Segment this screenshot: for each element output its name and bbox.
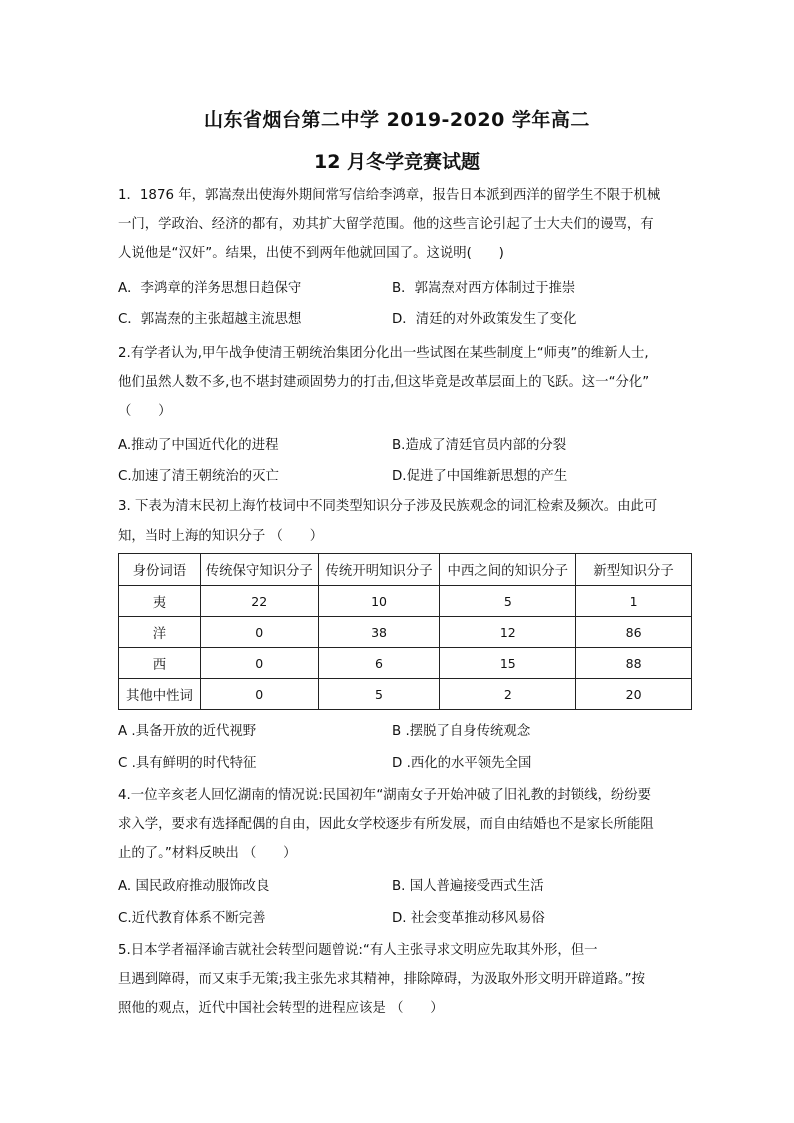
question-1-text-line: 1．1876 年，郭嵩焘出使海外期间常写信给李鸿章，报告日本派到西洋的留学生不限于机械: [118, 188, 661, 203]
table-header-cell: 新型知识分子: [576, 554, 692, 586]
table-cell: 西: [119, 648, 201, 679]
question-2-text-line: 2.有学者认为,甲午战争使清王朝统治集团分化出一些试图在某些制度上“师夷”的维新人士,: [118, 346, 649, 361]
table-cell: 10: [318, 586, 440, 617]
exam-title-line1: 山东省烟台第二中学 2019-2020 学年高二: [204, 109, 590, 131]
question-5-text-line: 5.日本学者福泽谕吉就社会转型问题曾说:“有人主张寻求文明应先取其外形，但一: [118, 943, 598, 958]
table-header-cell: 身份词语: [119, 554, 201, 586]
question-1-option-d: D．清廷的对外政策发生了变化: [392, 312, 577, 327]
table-cell: 12: [440, 617, 576, 648]
table-cell: 88: [576, 648, 692, 679]
question-4-text-line: 求入学，要求有选择配偶的自由，因此女学校逐步有所发展，而自由结婚也不是家长所能阻: [118, 817, 654, 832]
question-3-option-b: B .摆脱了自身传统观念: [392, 724, 531, 739]
table-cell: 15: [440, 648, 576, 679]
question-2-option-d: D.促进了中国维新思想的产生: [392, 469, 568, 484]
table-cell: 夷: [119, 586, 201, 617]
question-4-option-a: A. 国民政府推动服饰改良: [118, 879, 270, 894]
question-2-option-a: A.推动了中国近代化的进程: [118, 438, 279, 453]
question-4-option-d: D. 社会变革推动移风易俗: [392, 911, 545, 926]
question-3-option-d: D .西化的水平领先全国: [392, 756, 532, 771]
question-2-option-c: C.加速了清王朝统治的灭亡: [118, 469, 279, 484]
question-1-option-a: A．李鸿章的洋务思想日趋保守: [118, 281, 302, 296]
table-cell: 1: [576, 586, 692, 617]
question-5-text-line: 旦遇到障碍，而又束手无策;我主张先求其精神，排除障碍，为汲取外形文明开辟道路。”按: [118, 972, 645, 987]
question-5-text-line: 照他的观点，近代中国社会转型的进程应该是 （ ）: [118, 1001, 444, 1016]
question-1-option-c: C．郭嵩焘的主张超越主流思想: [118, 312, 302, 327]
question-4-text-line: 止的了。”材料反映出 （ ）: [118, 846, 297, 861]
table-cell: 0: [200, 679, 318, 710]
table-header-row: [119, 554, 692, 586]
table-header-cell: 中西之间的知识分子: [440, 554, 576, 586]
table-cell: 6: [318, 648, 440, 679]
table-row: [119, 648, 692, 679]
table-cell: 2: [440, 679, 576, 710]
table-cell: 洋: [119, 617, 201, 648]
table-cell: 5: [440, 586, 576, 617]
question-1-option-b: B．郭嵩焘对西方体制过于推崇: [392, 281, 576, 296]
table-cell: 0: [200, 648, 318, 679]
question-3-text-line: 知，当时上海的知识分子 （ ）: [118, 529, 324, 544]
table-cell: 20: [576, 679, 692, 710]
table-header-cell: 传统保守知识分子: [200, 554, 318, 586]
question-4-option-c: C.近代教育体系不断完善: [118, 911, 266, 926]
table-cell: 5: [318, 679, 440, 710]
table-cell: 0: [200, 617, 318, 648]
table-cell: 86: [576, 617, 692, 648]
question-1-text-line: 一门，学政治、经济的都有，劝其扩大留学范围。他的这些言论引起了士大夫们的谩骂，有: [118, 217, 654, 232]
question-2-text-line: 他们虽然人数不多,也不堪封建顽固势力的打击,但这毕竟是改革层面上的飞跃。这一“分化”: [118, 375, 650, 390]
table-row: [119, 617, 692, 648]
question-3-option-a: A .具备开放的近代视野: [118, 724, 257, 739]
table-row: [119, 679, 692, 710]
table-header-cell: 传统开明知识分子: [318, 554, 440, 586]
exam-title-line2: 12 月冬学竞赛试题: [313, 151, 481, 173]
question-4-text-line: 4.一位辛亥老人回忆湖南的情况说:民国初年“湖南女子开始冲破了旧礼教的封锁线，纷纷要: [118, 788, 652, 803]
question-2-text-line: （ ）: [118, 404, 172, 419]
word-frequency-table: [118, 553, 692, 710]
question-3-text-line: 3. 下表为清末民初上海竹枝词中不同类型知识分子涉及民族观念的词汇检索及频次。由此可: [118, 499, 658, 514]
question-1-text-line: 人说他是“汉奸”。结果，出使不到两年他就回国了。这说明( ): [118, 246, 504, 261]
table-row: [119, 586, 692, 617]
question-4-option-b: B. 国人普遍接受西式生活: [392, 879, 544, 894]
question-3-option-c: C .具有鲜明的时代特征: [118, 756, 257, 771]
table-cell: 22: [200, 586, 318, 617]
table-cell: 其他中性词: [119, 679, 201, 710]
table-cell: 38: [318, 617, 440, 648]
question-2-option-b: B.造成了清廷官员内部的分裂: [392, 438, 567, 453]
